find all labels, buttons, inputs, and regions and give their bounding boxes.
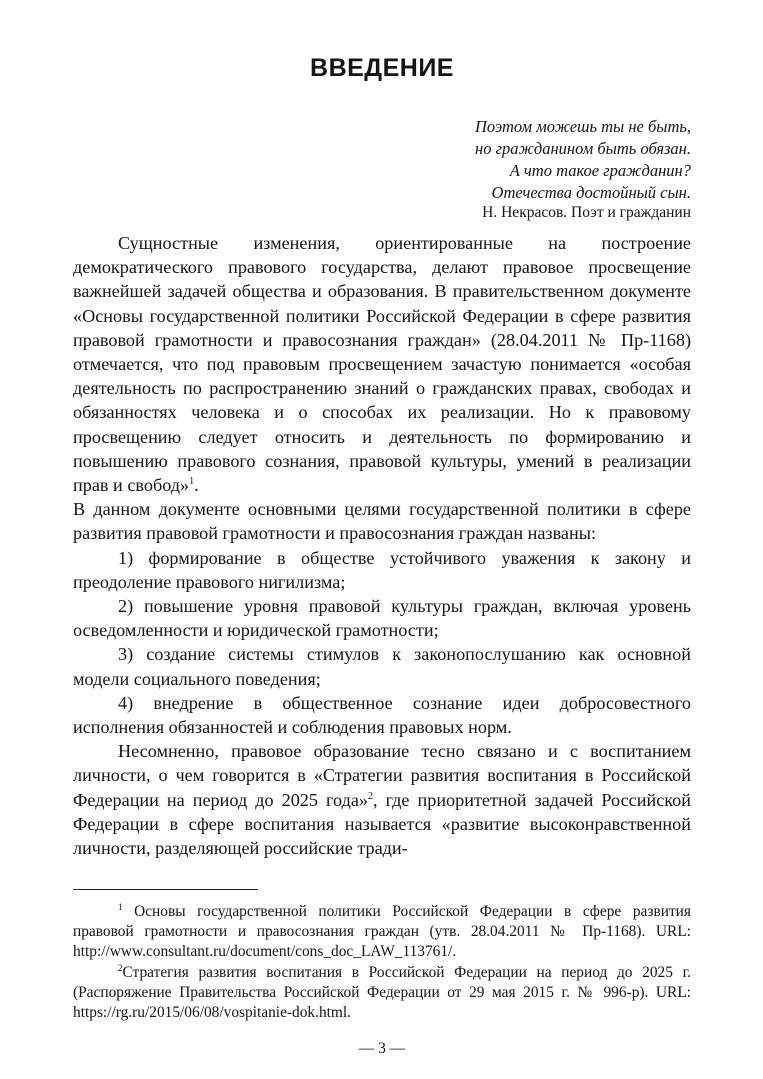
footnote	[73, 963, 691, 1024]
footnote-mark: 2	[118, 962, 123, 973]
footnote-text: Стратегия развития воспитания в Российской Федерации на период до 2025 г. (Распоряжение Правительства Российской Федерации от 29 мая 2015 г. № 996-р). URL: https://rg.ru/2015/06/08/vospitanie-dok.html.	[73, 963, 691, 1022]
footnote-divider	[73, 889, 258, 890]
paragraph-text: .	[194, 475, 199, 496]
epigraph	[291, 116, 691, 204]
list-item: 4) внедрение в общественное сознание идеи добросовестного исполнения обязанностей и соблюдения правовых норм.	[73, 692, 691, 738]
paragraph-text: Сущностные изменения, ориентированные на построение демократического правового государства, делают правовое просвещение важнейшей задачей общества и образования. В правительственном документе «Основы государственной политики Российской Федерации в сфере развития правовой грамотности и правосознания граждан» (28.04.2011 № Пр-1168) отмечается, что под правовым просвещением зачастую понимается «особая деятельность по распространению знаний о гражданских правах, свободах и обязанностях человека и о способах их реализации. Но к правовому просвещению следует относить и деятельность по формированию и повышению правового сознания, правовой культуры, умений в реализации прав и свобод»	[73, 233, 691, 496]
paragraph	[73, 739, 691, 860]
footnote-text: Основы государственной политики Российской Федерации в сфере развития правовой грамотности и правосознания граждан (утв. 28.04.2011 № Пр-1168). URL: http://www.consultant.ru/document/cons_doc_LAW_113761/.	[73, 903, 691, 961]
paragraph-text: Несомненно, правовое образование тесно связано и с воспитанием личности, о чем говорится в «Стратегии развития воспитания в Российской Федерации на период до 2025 года»	[73, 741, 691, 810]
epigraph-line: Отечества достойный сын.	[491, 183, 691, 202]
paragraph	[73, 231, 691, 497]
epigraph-line: но гражданином быть обязан.	[475, 139, 691, 158]
epigraph-attribution: Н. Некрасов. Поэт и гражданин	[482, 204, 691, 221]
epigraph-line: А что такое гражданин?	[509, 161, 691, 180]
paragraph-text: , где приоритетной задачей Российской Федерации в сфере воспитания называется «развитие высоконравственной личности, разделяющей российские тради-	[73, 789, 692, 859]
paragraph: В данном документе основными целями государственной политики в сфере развития правовой грамотности и правосознания граждан названы:	[73, 499, 691, 544]
footnote-ref[interactable]: 2	[368, 790, 374, 802]
list-item: 1) формирование в обществе устойчивого уважения к закону и преодоление правового нигилизма;	[73, 547, 691, 592]
footnote	[73, 902, 691, 963]
epigraph-line: Поэтом можешь ты не быть,	[475, 117, 691, 136]
page-number: — 3 —	[358, 1040, 406, 1057]
list-item: 2) повышение уровня правовой культуры граждан, включая уровень осведомленности и юридической грамотности;	[73, 596, 691, 641]
footnote-ref[interactable]: 1	[189, 475, 195, 487]
page-title: ВВЕДЕНИЕ	[310, 54, 454, 82]
body-text	[73, 231, 691, 860]
footnotes	[73, 902, 691, 1023]
footnote-mark: 1	[118, 901, 123, 912]
list-item: 3) создание системы стимулов к законопослушанию как основной модели социального поведения;	[73, 644, 691, 689]
